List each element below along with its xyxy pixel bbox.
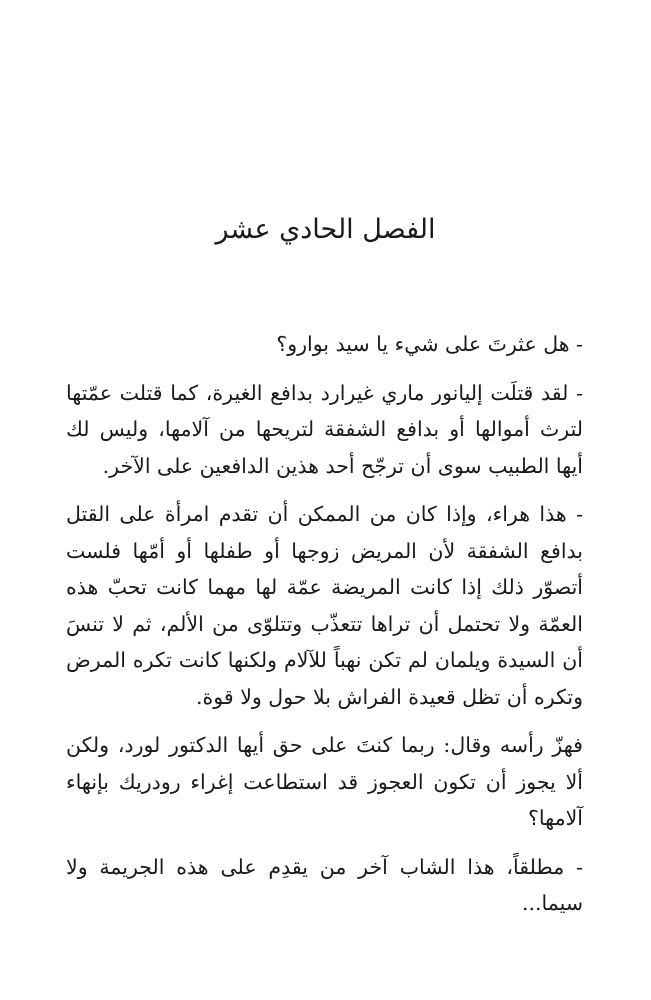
chapter-body bbox=[66, 326, 583, 934]
paragraph: - مطلقاً، هذا الشاب آخر من يقدِم على هذه الجريمة ولا سيما... bbox=[66, 854, 583, 915]
paragraph: - هل عثرتَ على شيء يا سيد بوارو؟ bbox=[276, 332, 583, 356]
paragraph: فهزّ رأسه وقال: ربما كنتَ على حق أيها الدكتور لورد، ولكن ألا يجوز أن تكون العجوز قد استطاعت إغراء رودريك بإنهاء آلامها؟ bbox=[66, 733, 583, 830]
paragraph: - لقد قتلَت إليانور ماري غيرارد بدافع الغيرة، كما قتلت عمّتها لترث أموالها أو بدافع الشفقة لتريحها من آلامها، وليس لك أيها الطبيب سوى أن ترجّح أحد هذين الدافعين على الآخر. bbox=[66, 380, 583, 478]
paragraph: - هذا هراء، وإذا كان من الممكن أن تقدم امرأة على القتل بدافع الشفقة لأن المريض زوجها أو طفلها أو أمّها فلست أتصوّر ذلك إذا كانت المريضة عمّة لها مهما كانت تحبّ هذه العمّة ولا تحتمل أن تراها تتعذّب وتتلوّى من الألم، ثم لا تنسَ أن السيدة ويلمان لم تكن نهباً للآلام ولكنها كانت تكره المرض وتكره أن تظل قعيدة الفراش بلا حول ولا قوة. bbox=[66, 502, 584, 709]
chapter-title: الفصل الحادي عشر bbox=[215, 214, 436, 245]
